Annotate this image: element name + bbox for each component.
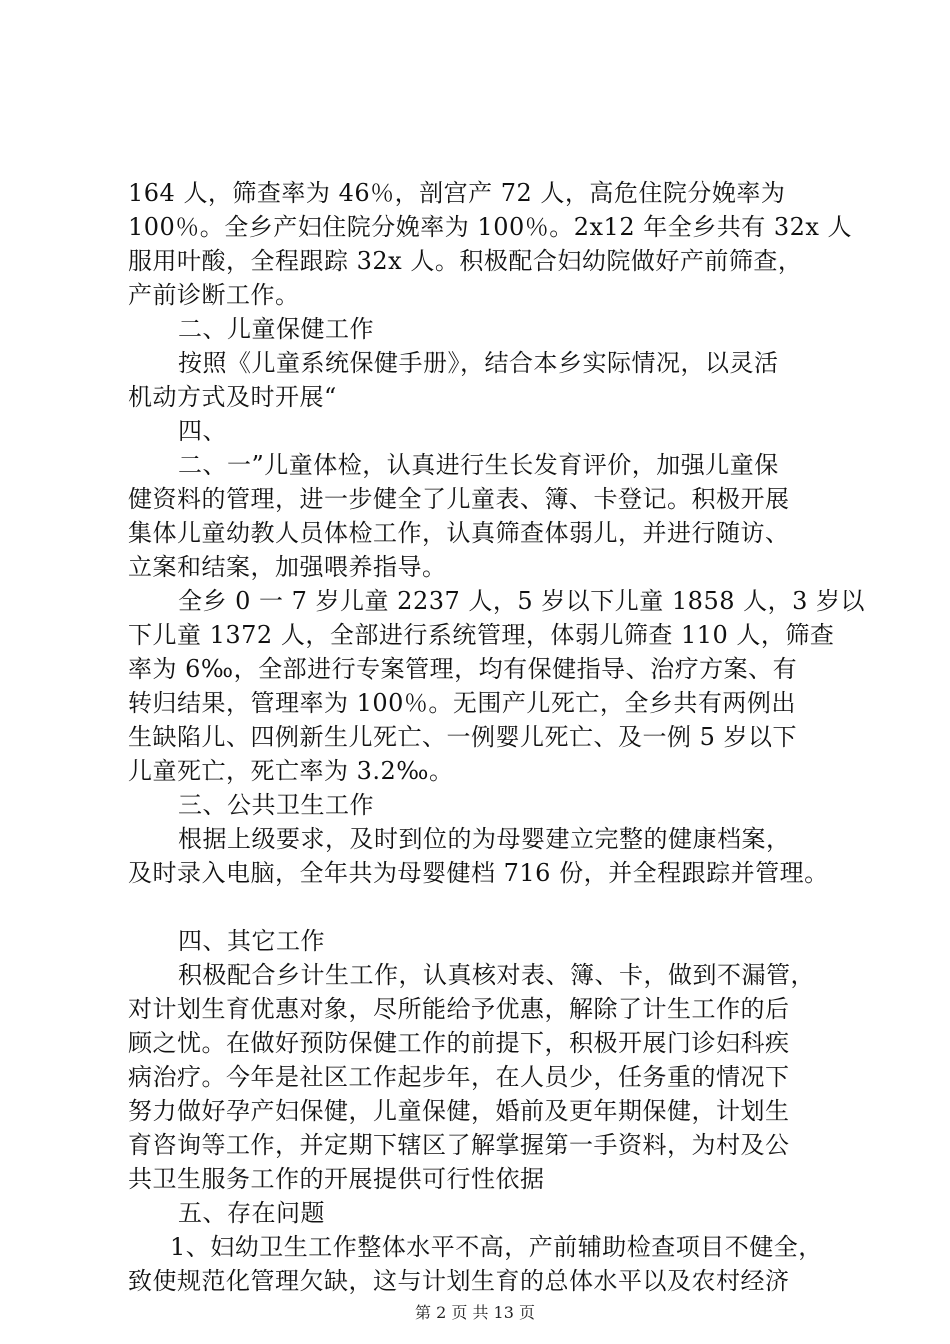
text-line: 生缺陷儿、四例新生儿死亡、一例婴儿死亡、及一例 5 岁以下 [128, 723, 798, 751]
text-line: 产前诊断工作。 [128, 281, 300, 309]
text-line: 二、一”儿童体检，认真进行生长发育评价，加强儿童保 [178, 451, 779, 479]
text-line: 服用叶酸，全程跟踪 32x 人。积极配合妇幼院做好产前筛查， [128, 247, 803, 275]
text-line: 164 人，筛查率为 46％，剖宫产 72 人，高危住院分娩率为 [128, 179, 786, 207]
text-line: 立案和结案，加强喂养指导。 [128, 553, 447, 581]
section-heading: 二、儿童保健工作 [178, 315, 374, 343]
page-number-footer: 第 2 页 共 13 页 [415, 1303, 535, 1322]
text-line: 集体儿童幼教人员体检工作，认真筛查体弱儿，并进行随访、 [128, 519, 790, 547]
text-line: 根据上级要求，及时到位的为母婴建立完整的健康档案， [178, 825, 791, 853]
section-heading: 四、其它工作 [178, 927, 325, 955]
text-line: 顾之忧。在做好预防保健工作的前提下，积极开展门诊妇科疾 [128, 1029, 790, 1057]
text-line: 致使规范化管理欠缺，这与计划生育的总体水平以及农村经济 [128, 1267, 790, 1295]
text-line: 共卫生服务工作的开展提供可行性依据 [128, 1165, 545, 1193]
text-line: 四、 [178, 417, 227, 445]
text-line: 育咨询等工作，并定期下辖区了解掌握第一手资料，为村及公 [128, 1131, 790, 1159]
text-line: 1、妇幼卫生工作整体水平不高，产前辅助检查项目不健全， [170, 1233, 823, 1261]
text-line: 转归结果，管理率为 100％。无围产儿死亡，全乡共有两例出 [128, 689, 796, 717]
text-line: 按照《儿童系统保健手册》，结合本乡实际情况，以灵活 [178, 349, 779, 377]
text-line: 100％。全乡产妇住院分娩率为 100％。2x12 年全乡共有 32x 人 [128, 213, 853, 241]
text-line: 对计划生育优惠对象，尽所能给予优惠，解除了计生工作的后 [128, 995, 790, 1023]
text-line: 全乡 0 一 7 岁儿童 2237 人，5 岁以下儿童 1858 人，3 岁以 [178, 587, 866, 615]
section-heading: 三、公共卫生工作 [178, 791, 374, 819]
text-line: 机动方式及时开展“ [128, 383, 337, 411]
section-heading: 五、存在问题 [178, 1199, 325, 1227]
text-line: 儿童死亡，死亡率为 3.2‰。 [128, 757, 454, 785]
text-line: 下儿童 1372 人，全部进行系统管理，体弱儿筛查 110 人，筛查 [128, 621, 835, 649]
text-line: 努力做好孕产妇保健，儿童保健，婚前及更年期保健，计划生 [128, 1097, 790, 1125]
text-line: 健资料的管理，进一步健全了儿童表、簿、卡登记。积极开展 [128, 485, 790, 513]
text-line: 病治疗。今年是社区工作起步年，在人员少，任务重的情况下 [128, 1063, 790, 1091]
text-line: 及时录入电脑，全年共为母婴健档 716 份，并全程跟踪并管理。 [128, 859, 829, 887]
text-line: 率为 6‰，全部进行专案管理，均有保健指导、治疗方案、有 [128, 655, 798, 683]
text-line: 积极配合乡计生工作，认真核对表、簿、卡，做到不漏管， [178, 961, 815, 989]
